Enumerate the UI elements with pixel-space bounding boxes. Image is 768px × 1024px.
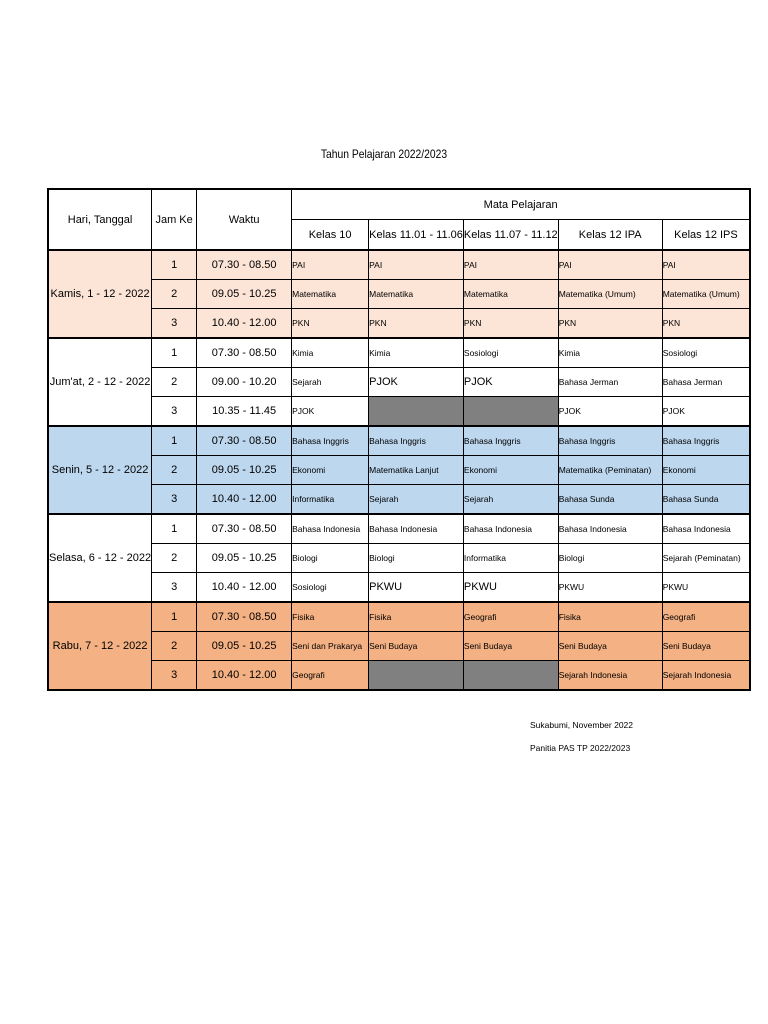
waktu-cell: 09.05 - 10.25 <box>197 632 292 661</box>
subject-cell: PJOK <box>369 368 464 397</box>
jam-ke-cell: 1 <box>152 338 197 368</box>
jam-ke-cell: 2 <box>152 544 197 573</box>
subject-cell: Matematika <box>463 280 558 309</box>
jam-ke-cell: 1 <box>152 250 197 280</box>
waktu-cell: 10.40 - 12.00 <box>197 573 292 603</box>
day-date-cell: Selasa, 6 - 12 - 2022 <box>48 514 152 602</box>
subject-cell: PKN <box>558 309 662 339</box>
subject-cell: Kimia <box>369 338 464 368</box>
jam-ke-cell: 2 <box>152 456 197 485</box>
table-row <box>48 338 750 368</box>
footer-committee: Panitia PAS TP 2022/2023 <box>530 743 631 753</box>
waktu-cell: 07.30 - 08.50 <box>197 514 292 544</box>
subject-cell: Bahasa Inggris <box>463 426 558 456</box>
document-title: Tahun Pelajaran 2022/2023 <box>320 147 448 161</box>
subject-cell: PKWU <box>558 573 662 603</box>
subject-cell: Bahasa Jerman <box>558 368 662 397</box>
subject-cell: Geografi <box>292 661 369 691</box>
table-row <box>48 485 750 515</box>
header-kelas-11-07-12: Kelas 11.07 - 11.12 <box>463 220 558 251</box>
header-mata-pelajaran: Mata Pelajaran <box>292 189 751 220</box>
subject-cell: Bahasa Indonesia <box>463 514 558 544</box>
subject-cell: Bahasa Jerman <box>662 368 750 397</box>
table-row <box>48 661 750 691</box>
empty-subject-cell <box>369 397 464 427</box>
subject-cell: Ekonomi <box>463 456 558 485</box>
subject-cell: Sosiologi <box>292 573 369 603</box>
jam-ke-cell: 3 <box>152 661 197 691</box>
subject-cell: PAI <box>558 250 662 280</box>
table-row <box>48 602 750 632</box>
waktu-cell: 09.05 - 10.25 <box>197 280 292 309</box>
subject-cell: Ekonomi <box>662 456 750 485</box>
table-row <box>48 309 750 339</box>
day-date-cell: Rabu, 7 - 12 - 2022 <box>48 602 152 690</box>
subject-cell: Sejarah Indonesia <box>558 661 662 691</box>
empty-subject-cell <box>369 661 464 691</box>
header-jam-ke: Jam Ke <box>152 189 197 250</box>
table-row <box>48 280 750 309</box>
subject-cell: Bahasa Inggris <box>369 426 464 456</box>
table-row <box>48 250 750 280</box>
subject-cell: Bahasa Sunda <box>558 485 662 515</box>
footer-place-date: Sukabumi, November 2022 <box>530 720 634 730</box>
subject-cell: Geografi <box>662 602 750 632</box>
subject-cell: Matematika (Peminatan) <box>558 456 662 485</box>
waktu-cell: 10.40 - 12.00 <box>197 485 292 515</box>
subject-cell: Bahasa Indonesia <box>558 514 662 544</box>
subject-cell: Matematika <box>369 280 464 309</box>
table-row <box>48 397 750 427</box>
subject-cell: Matematika (Umum) <box>662 280 750 309</box>
empty-subject-cell <box>463 661 558 691</box>
subject-cell: Biologi <box>558 544 662 573</box>
waktu-cell: 09.05 - 10.25 <box>197 544 292 573</box>
header-kelas-12-ips: Kelas 12 IPS <box>662 220 750 251</box>
subject-cell: Matematika <box>292 280 369 309</box>
jam-ke-cell: 3 <box>152 309 197 339</box>
subject-cell: Bahasa Sunda <box>662 485 750 515</box>
waktu-cell: 07.30 - 08.50 <box>197 250 292 280</box>
empty-subject-cell <box>463 397 558 427</box>
subject-cell: Informatika <box>463 544 558 573</box>
waktu-cell: 10.40 - 12.00 <box>197 661 292 691</box>
subject-cell: Sejarah <box>463 485 558 515</box>
waktu-cell: 07.30 - 08.50 <box>197 338 292 368</box>
subject-cell: Sejarah <box>292 368 369 397</box>
subject-cell: Seni Budaya <box>463 632 558 661</box>
jam-ke-cell: 3 <box>152 485 197 515</box>
subject-cell: Kimia <box>292 338 369 368</box>
table-row <box>48 544 750 573</box>
jam-ke-cell: 2 <box>152 632 197 661</box>
subject-cell: Geografi <box>463 602 558 632</box>
subject-cell: Ekonomi <box>292 456 369 485</box>
subject-cell: Biologi <box>369 544 464 573</box>
subject-cell: PJOK <box>463 368 558 397</box>
subject-cell: PKN <box>463 309 558 339</box>
header-kelas-10: Kelas 10 <box>292 220 369 251</box>
day-date-cell: Kamis, 1 - 12 - 2022 <box>48 250 152 338</box>
subject-cell: Seni Budaya <box>662 632 750 661</box>
subject-cell: Seni dan Prakarya <box>292 632 369 661</box>
subject-cell: Sosiologi <box>662 338 750 368</box>
subject-cell: Kimia <box>558 338 662 368</box>
subject-cell: Sejarah Indonesia <box>662 661 750 691</box>
subject-cell: Bahasa Indonesia <box>292 514 369 544</box>
jam-ke-cell: 1 <box>152 426 197 456</box>
jam-ke-cell: 3 <box>152 573 197 603</box>
subject-cell: PAI <box>463 250 558 280</box>
subject-cell: Bahasa Indonesia <box>662 514 750 544</box>
subject-cell: PAI <box>369 250 464 280</box>
subject-cell: PJOK <box>558 397 662 427</box>
subject-cell: Biologi <box>292 544 369 573</box>
jam-ke-cell: 1 <box>152 602 197 632</box>
subject-cell: PJOK <box>292 397 369 427</box>
subject-cell: PKN <box>369 309 464 339</box>
subject-cell: PKWU <box>369 573 464 603</box>
subject-cell: Sejarah <box>369 485 464 515</box>
subject-cell: PJOK <box>662 397 750 427</box>
waktu-cell: 10.40 - 12.00 <box>197 309 292 339</box>
subject-cell: Bahasa Inggris <box>558 426 662 456</box>
table-row <box>48 456 750 485</box>
subject-cell: Bahasa Inggris <box>662 426 750 456</box>
subject-cell: Matematika Lanjut <box>369 456 464 485</box>
day-date-cell: Jum'at, 2 - 12 - 2022 <box>48 338 152 426</box>
waktu-cell: 09.00 - 10.20 <box>197 368 292 397</box>
subject-cell: Informatika <box>292 485 369 515</box>
subject-cell: Seni Budaya <box>558 632 662 661</box>
header-waktu: Waktu <box>197 189 292 250</box>
subject-cell: Fisika <box>369 602 464 632</box>
subject-cell: PKWU <box>463 573 558 603</box>
subject-cell: Bahasa Inggris <box>292 426 369 456</box>
subject-cell: PAI <box>662 250 750 280</box>
exam-schedule-table <box>47 188 751 691</box>
jam-ke-cell: 3 <box>152 397 197 427</box>
subject-cell: Seni Budaya <box>369 632 464 661</box>
waktu-cell: 07.30 - 08.50 <box>197 426 292 456</box>
header-kelas-12-ipa: Kelas 12 IPA <box>558 220 662 251</box>
subject-cell: Fisika <box>558 602 662 632</box>
jam-ke-cell: 1 <box>152 514 197 544</box>
subject-cell: PKN <box>662 309 750 339</box>
subject-cell: Bahasa Indonesia <box>369 514 464 544</box>
waktu-cell: 10.35 - 11.45 <box>197 397 292 427</box>
waktu-cell: 09.05 - 10.25 <box>197 456 292 485</box>
table-row <box>48 573 750 603</box>
header-kelas-11-01-06: Kelas 11.01 - 11.06 <box>369 220 464 251</box>
jam-ke-cell: 2 <box>152 280 197 309</box>
subject-cell: Sejarah (Peminatan) <box>662 544 750 573</box>
header-hari-tanggal: Hari, Tanggal <box>48 189 152 250</box>
subject-cell: Sosiologi <box>463 338 558 368</box>
jam-ke-cell: 2 <box>152 368 197 397</box>
waktu-cell: 07.30 - 08.50 <box>197 602 292 632</box>
subject-cell: PKN <box>292 309 369 339</box>
subject-cell: PAI <box>292 250 369 280</box>
subject-cell: Fisika <box>292 602 369 632</box>
table-row <box>48 632 750 661</box>
table-row <box>48 368 750 397</box>
subject-cell: Matematika (Umum) <box>558 280 662 309</box>
table-row <box>48 514 750 544</box>
table-row <box>48 426 750 456</box>
day-date-cell: Senin, 5 - 12 - 2022 <box>48 426 152 514</box>
subject-cell: PKWU <box>662 573 750 603</box>
